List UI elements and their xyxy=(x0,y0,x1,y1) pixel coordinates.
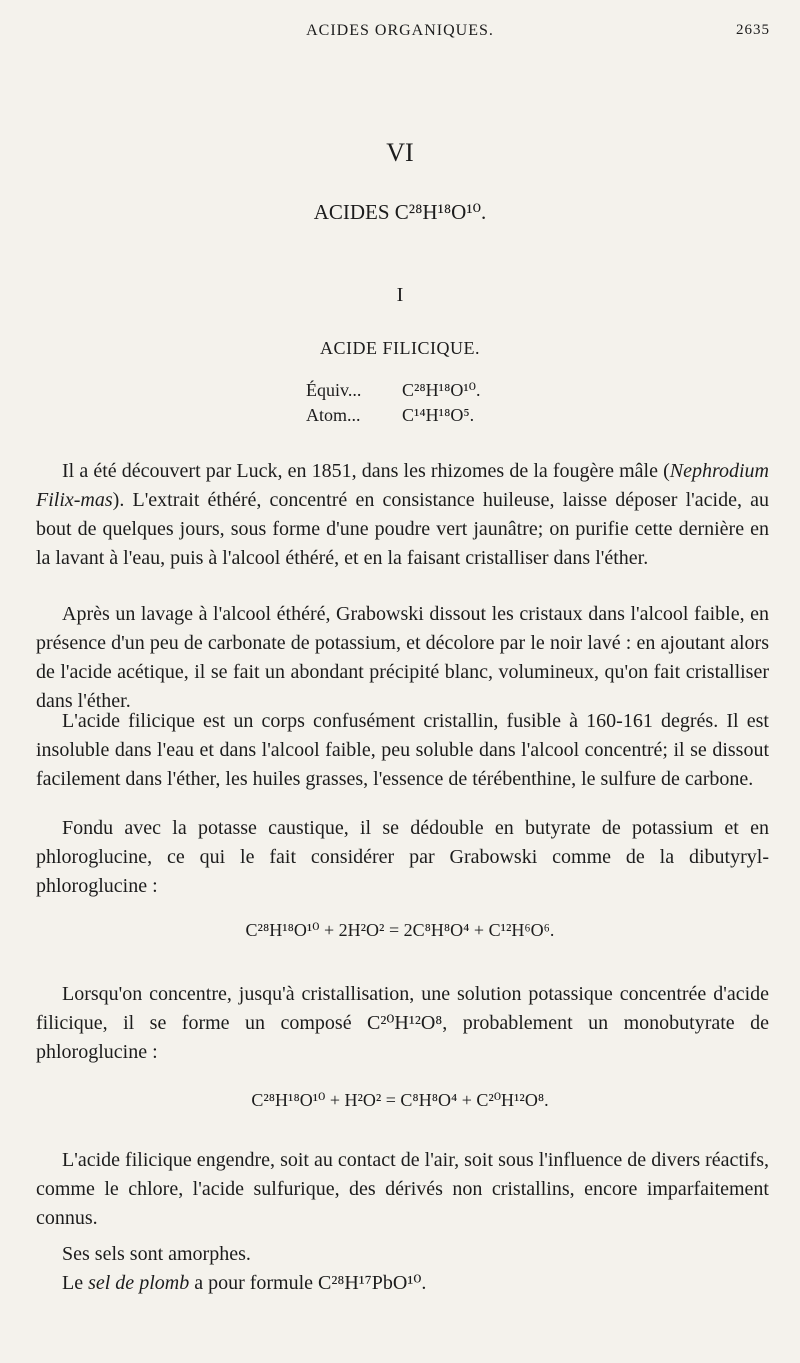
subsection-title: ACIDE FILICIQUE. xyxy=(320,338,480,358)
paragraph-text: L'acide filicique est un corps confusément cristallin, fusible à 160-161 degrés. Il est insoluble dans l'eau et dans l'alcool faible, peu soluble dans l'alcool concentré; il se dissout facilement dans l'éther, les huiles grasses, l'essence de térébenthine, le sulfure de carbone. xyxy=(36,710,769,790)
paragraph-text: Ses sels sont amorphes. xyxy=(62,1243,251,1265)
paragraph-salts xyxy=(36,1240,769,1298)
italic-term: sel de plomb xyxy=(88,1272,190,1294)
subsection-number: I xyxy=(396,284,404,306)
equation-2: C²⁸H¹⁸O¹⁰ + H²O² = C⁸H⁸O⁴ + C²⁰H¹²O⁸. xyxy=(251,1090,549,1110)
page-header xyxy=(0,22,800,46)
formula-row-equiv xyxy=(306,378,480,403)
paragraph-derivatives xyxy=(36,1146,769,1233)
formula-value: C¹⁴H¹⁸O⁵. xyxy=(402,405,475,425)
paragraph-text: Fondu avec la potasse caustique, il se dédouble en butyrate de potassium et en phloroglucine, ce qui le fait considérer par Grabowski comme de la dibutyryl-phloroglucine : xyxy=(36,817,769,897)
formula-block xyxy=(306,378,480,428)
paragraph-concentration xyxy=(36,980,769,1067)
formula-label: Équiv... xyxy=(306,380,362,400)
text-run: ). L'extrait éthéré, concentré en consistance huileuse, laisse déposer l'acide, au bout de quelques jours, sous forme d'une poudre vert jaunâtre; on purifie cette dernière en la lavant à l'eau, puis à l'alcool éthéré, et en la faisant cristalliser dans l'éther. xyxy=(36,489,769,569)
paragraph-text: Après un lavage à l'alcool éthéré, Grabowski dissout les cristaux dans l'alcool faible, en présence d'un peu de carbonate de potassium, et décolore par le noir lavé : en ajoutant alors de l'acide acétique, il se fait un abondant précipité blanc, volumineux, qu'on fait cristalliser dans l'éther. xyxy=(36,603,769,712)
paragraph-text: Lorsqu'on concentre, jusqu'à cristallisation, une solution potassique concentrée d'acide filicique, il se forme un composé C²⁰H¹²O⁸, probablement un monobutyrate de phloroglucine : xyxy=(36,983,769,1063)
page-number: 2635 xyxy=(736,22,770,38)
formula-row-atom xyxy=(306,403,480,428)
italic-species-name: Nephrodium Filix-mas xyxy=(36,460,769,511)
section-number: VI xyxy=(386,138,414,167)
section-title: ACIDES C²⁸H¹⁸O¹⁰. xyxy=(313,200,487,224)
text-run: Le xyxy=(62,1272,89,1294)
text-run: Il a été découvert par Luck, en 1851, dans les rhizomes de la fougère mâle ( xyxy=(62,460,670,482)
paragraph-discovery xyxy=(36,457,769,573)
formula-value: C²⁸H¹⁸O¹⁰. xyxy=(402,380,481,400)
equation-1: C²⁸H¹⁸O¹⁰ + 2H²O² = 2C⁸H⁸O⁴ + C¹²H⁶O⁶. xyxy=(245,920,555,940)
text-run: a pour formule C²⁸H¹⁷PbO¹⁰. xyxy=(189,1272,427,1294)
formula-label: Atom... xyxy=(306,405,361,425)
paragraph-properties xyxy=(36,707,769,794)
paragraph-potash xyxy=(36,814,769,901)
paragraph-text: L'acide filicique engendre, soit au contact de l'air, soit sous l'influence de divers réactifs, comme le chlore, l'acide sulfurique, des dérivés non cristallins, encore imparfaitement connus. xyxy=(36,1149,769,1229)
paragraph-purification xyxy=(36,600,769,716)
running-title: ACIDES ORGANIQUES. xyxy=(306,22,494,39)
